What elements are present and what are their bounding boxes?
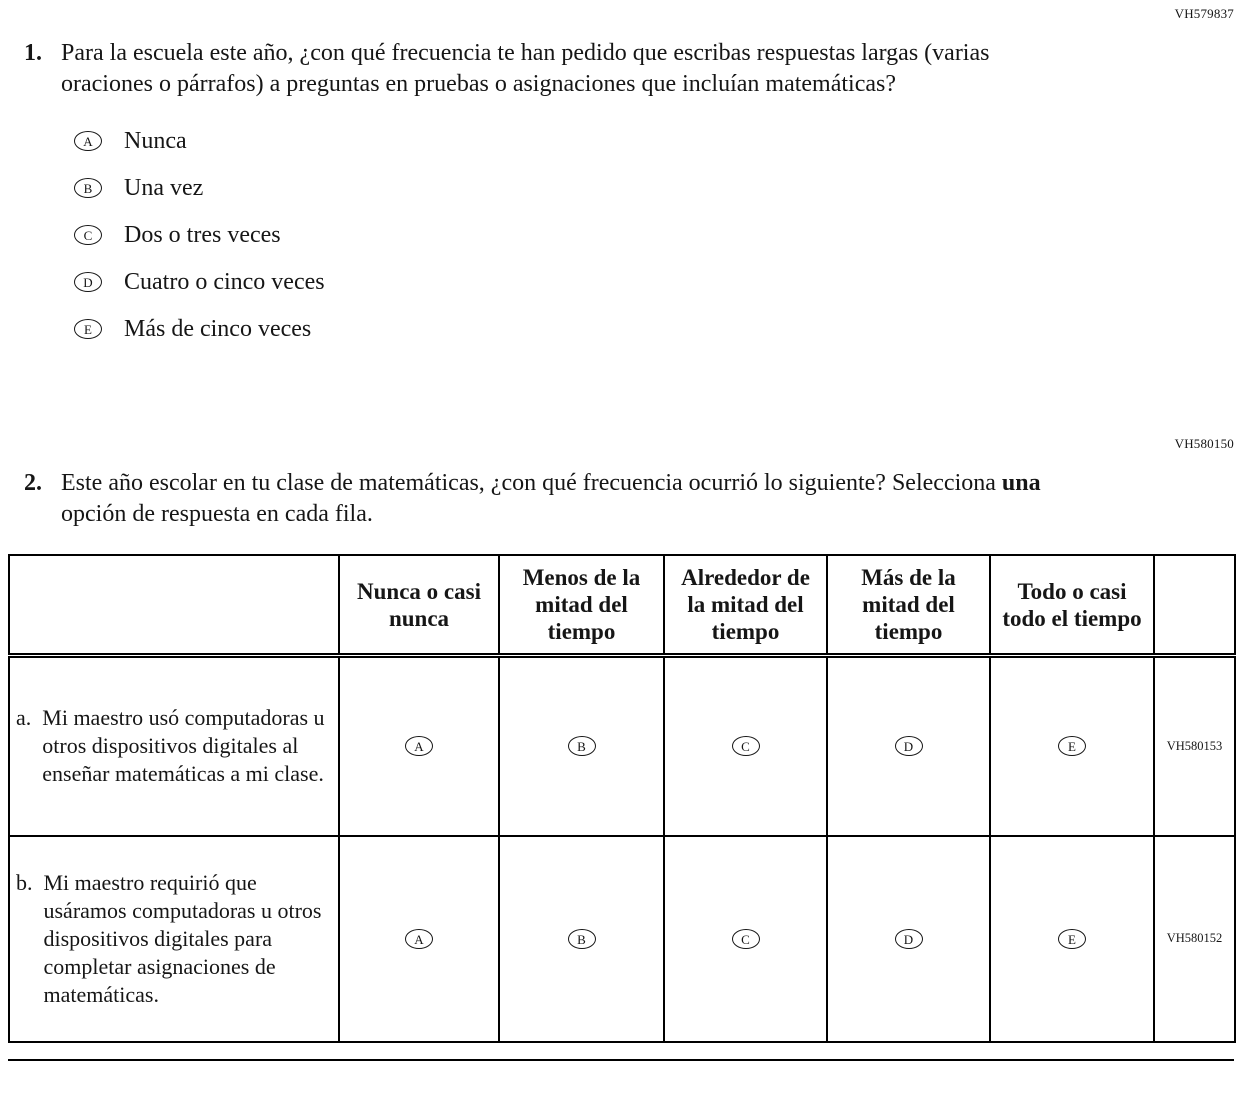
question-2-text-before: Este año escolar en tu clase de matemáticas, ¿con qué frecuencia ocurrió lo siguiente? Selecciona [61,470,1002,496]
row-b-item-code: VH580152 [1154,836,1235,1042]
row-b-answer-b[interactable] [499,836,664,1042]
row-b-answer-c[interactable] [664,836,827,1042]
option-label: Dos o tres veces [124,222,281,248]
row-a-letter: a. [16,705,32,731]
question2-item-code: VH580150 [1174,436,1234,451]
q1-option-cuatro-o-cinco[interactable] [74,267,1248,297]
q1-option-nunca[interactable] [74,126,1248,156]
option-label: Nunca [124,128,187,154]
row-a-item-code: VH580153 [1154,656,1235,836]
answer-bubble-b[interactable]: B [568,736,596,756]
row-a-answer-d[interactable] [827,656,990,836]
question-1 [24,38,1248,100]
option-bubble-e[interactable]: E [74,319,102,339]
row-a-stem [9,656,339,836]
question1-item-code: VH579837 [1174,6,1234,21]
table-row-b [9,836,1235,1042]
table-row-a [9,656,1235,836]
row-a-answer-b[interactable] [499,656,664,836]
option-label: Una vez [124,175,204,201]
row-b-letter: b. [16,869,33,895]
header-blank-cell [9,555,339,656]
header-code-cell [1154,555,1235,656]
row-a-answer-c[interactable] [664,656,827,836]
option-label: Más de cinco veces [124,316,312,342]
question-1-number: 1. [24,40,42,66]
answer-bubble-c[interactable]: C [732,736,760,756]
option-bubble-c[interactable]: C [74,225,102,245]
page-bottom-rule [8,1059,1234,1061]
option-bubble-a[interactable]: A [74,131,102,151]
question-2-text-after: opción de respuesta en cada fila. [61,501,373,527]
option-bubble-b[interactable]: B [74,178,102,198]
answer-bubble-e[interactable]: E [1058,736,1086,756]
answer-bubble-d[interactable]: D [895,929,923,949]
table-header-row [9,555,1235,656]
q1-option-una-vez[interactable] [74,173,1248,203]
question-1-text: Para la escuela este año, ¿con qué frecuencia te han pedido que escribas respuestas largas (varias oraciones o párrafos) a preguntas en pruebas o asignaciones que incluían matemáticas? [61,40,990,97]
question-2-text-emphasis: una [1001,470,1041,496]
frequency-matrix-table [8,554,1236,1043]
answer-bubble-b[interactable]: B [568,929,596,949]
answer-bubble-c[interactable]: C [732,929,760,949]
row-b-text: Mi maestro requirió que usáramos computadoras u otros dispositivos digitales para completar asignaciones de matemáticas. [43,869,322,1007]
question-1-options [74,126,1248,344]
question-2-text [61,468,1046,530]
row-a-text: Mi maestro usó computadoras u otros dispositivos digitales al enseñar matemáticas a mi clase. [42,705,325,787]
answer-bubble-e[interactable]: E [1058,929,1086,949]
header-nunca-o-casi-nunca: Nunca o casi nunca [339,555,499,656]
answer-bubble-a[interactable]: A [405,736,433,756]
q1-option-dos-o-tres[interactable] [74,220,1248,250]
option-bubble-d[interactable]: D [74,272,102,292]
option-label: Cuatro o cinco veces [124,269,325,295]
header-mas-de-la-mitad: Más de la mitad del tiempo [827,555,990,656]
header-menos-de-la-mitad: Menos de la mitad del tiempo [499,555,664,656]
answer-bubble-d[interactable]: D [895,736,923,756]
q1-option-mas-de-cinco[interactable] [74,314,1248,344]
question-2 [24,468,1248,530]
question-2-number: 2. [24,470,42,496]
row-b-answer-d[interactable] [827,836,990,1042]
row-b-answer-a[interactable] [339,836,499,1042]
row-a-answer-e[interactable] [990,656,1154,836]
row-b-stem [9,836,339,1042]
header-alrededor-de-la-mitad: Alrededor de la mitad del tiempo [664,555,827,656]
row-b-answer-e[interactable] [990,836,1154,1042]
answer-bubble-a[interactable]: A [405,929,433,949]
header-todo-o-casi-todo: Todo o casi todo el tiempo [990,555,1154,656]
row-a-answer-a[interactable] [339,656,499,836]
